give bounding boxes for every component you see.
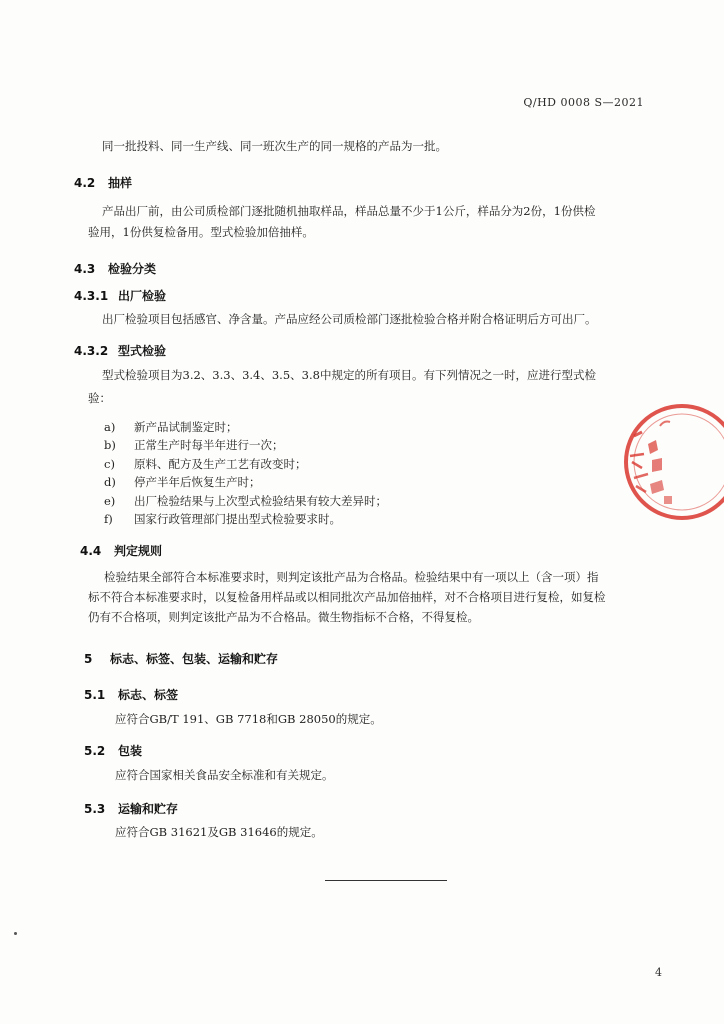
section-4-3-2-paragraph-line: 验： xyxy=(88,391,111,405)
section-5-3-heading xyxy=(84,800,178,817)
section-4-3-2-paragraph-line: 型式检验项目为3.2、3.3、3.4、3.5、3.8中规定的所有项目。有下列情况之一时，应进行型式检 xyxy=(102,368,596,382)
section-title: 型式检验 xyxy=(118,344,167,358)
section-4-2-paragraph-line: 产品出厂前，由公司质检部门逐批随机抽取样品，样品总量不少于1公斤，样品分为2份，1份供检 xyxy=(102,204,596,218)
section-4-2-paragraph-line: 验用，1份供复检备用。型式检验加倍抽样。 xyxy=(88,225,314,239)
list-text: 停产半年后恢复生产时； xyxy=(134,475,261,489)
section-4-3-1-paragraph: 出厂检验项目包括感官、净含量。产品应经公司质检部门逐批检验合格并附合格证明后方可出厂。 xyxy=(102,312,597,326)
section-5-heading xyxy=(84,650,278,667)
list-text: 正常生产时每半年进行一次； xyxy=(134,438,284,452)
list-marker: b) xyxy=(104,438,116,452)
section-number: 5.3 xyxy=(84,802,106,816)
section-number: 5.2 xyxy=(84,744,106,758)
list-text: 出厂检验结果与上次型式检验结果有较大差异时； xyxy=(134,494,387,508)
section-4-4-paragraph-line: 检验结果全部符合本标准要求时，则判定该批产品为合格品。检验结果中有一项以上（含一项）指 xyxy=(104,570,599,584)
list-marker: f) xyxy=(104,512,113,526)
section-4-4-paragraph-line: 仍有不合格项，则判定该批产品为不合格品。微生物指标不合格，不得复检。 xyxy=(88,610,479,624)
section-5-3-paragraph: 应符合GB 31621及GB 31646的规定。 xyxy=(115,825,323,839)
section-number: 4.3.1 xyxy=(74,289,109,303)
list-text: 新产品试制鉴定时； xyxy=(134,420,238,434)
section-title: 判定规则 xyxy=(114,544,163,558)
section-number: 4.4 xyxy=(80,544,102,558)
intro-paragraph: 同一批投料、同一生产线、同一班次生产的同一规格的产品为一批。 xyxy=(102,139,447,153)
section-title: 标志、标签 xyxy=(118,688,179,702)
list-text: 国家行政管理部门提出型式检验要求时。 xyxy=(134,512,341,526)
section-4-2-heading xyxy=(74,174,132,191)
section-5-2-paragraph: 应符合国家相关食品安全标准和有关规定。 xyxy=(115,768,334,782)
section-number: 4.2 xyxy=(74,176,96,190)
list-item xyxy=(104,419,238,435)
section-title: 出厂检验 xyxy=(118,289,167,303)
list-item xyxy=(104,493,387,509)
scan-speck xyxy=(14,932,17,935)
standard-code: Q/HD 0008 S—2021 xyxy=(523,96,644,109)
section-title: 包装 xyxy=(118,744,143,758)
section-number: 4.3.2 xyxy=(74,344,109,358)
list-item xyxy=(104,437,284,453)
section-title: 运输和贮存 xyxy=(118,802,179,816)
section-4-3-heading xyxy=(74,260,156,277)
section-4-4-heading xyxy=(80,542,162,559)
section-title: 检验分类 xyxy=(108,262,157,276)
list-item xyxy=(104,474,261,490)
list-text: 原料、配方及生产工艺有改变时； xyxy=(134,457,307,471)
section-number: 4.3 xyxy=(74,262,96,276)
section-4-4-paragraph-line: 标不符合本标准要求时，以复检备用样品或以相同批次产品加倍抽样，对不合格项目进行复检，如复检 xyxy=(88,590,606,604)
section-title: 抽样 xyxy=(108,176,133,190)
section-5-1-paragraph: 应符合GB/T 191、GB 7718和GB 28050的规定。 xyxy=(115,712,382,726)
section-number: 5.1 xyxy=(84,688,106,702)
list-marker: c) xyxy=(104,457,115,471)
red-seal-stamp-icon xyxy=(604,396,724,530)
section-title: 标志、标签、包装、运输和贮存 xyxy=(110,652,279,666)
list-marker: e) xyxy=(104,494,116,508)
section-4-3-2-heading xyxy=(74,342,166,359)
end-divider xyxy=(325,880,447,881)
list-marker: d) xyxy=(104,475,116,489)
section-number: 5 xyxy=(84,652,93,666)
section-4-3-1-heading xyxy=(74,287,166,304)
page-number: 4 xyxy=(655,966,662,979)
section-5-2-heading xyxy=(84,742,142,759)
list-item xyxy=(104,456,307,472)
list-item xyxy=(104,511,341,527)
list-marker: a) xyxy=(104,420,116,434)
section-5-1-heading xyxy=(84,686,178,703)
